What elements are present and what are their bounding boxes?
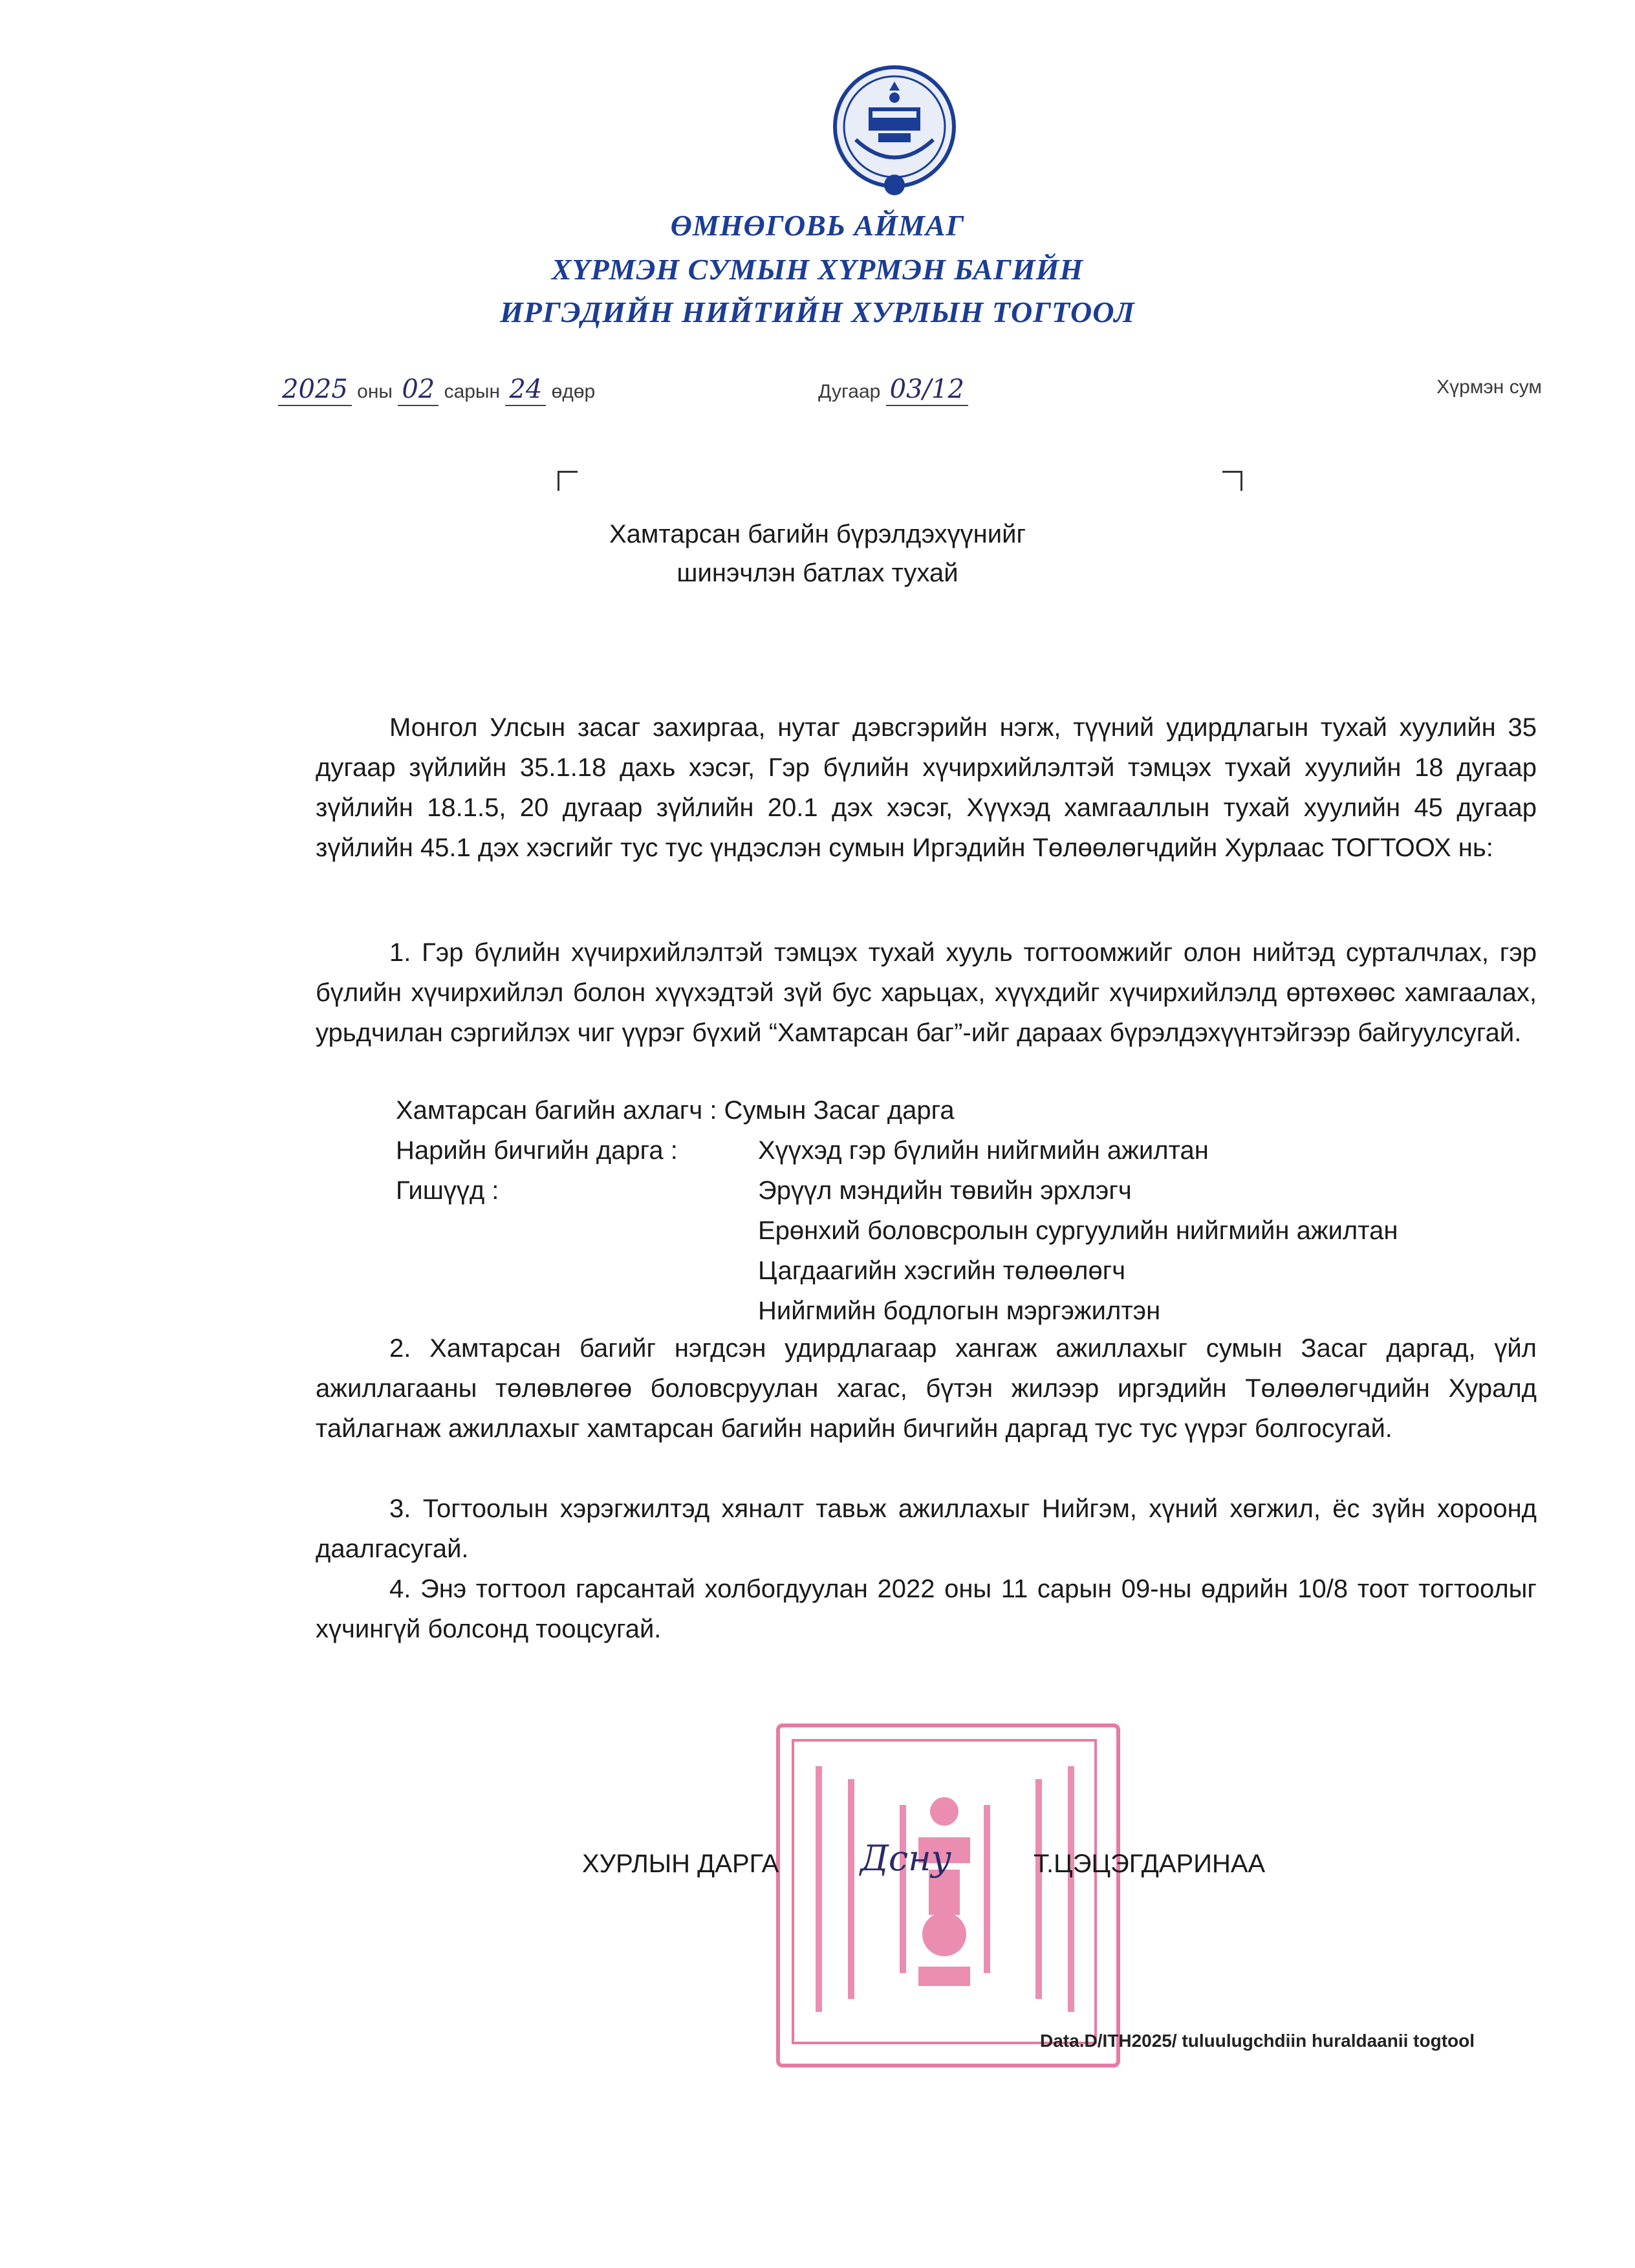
date-line: [278, 376, 595, 406]
member-item: Нийгмийн бодлогын мэргэжилтэн: [758, 1297, 1161, 1325]
team-member-row: [396, 1251, 1398, 1291]
date-year: 2025: [278, 376, 352, 406]
corner-mark-left: [558, 471, 578, 491]
team-member-row: [396, 1171, 1398, 1211]
member-item: Эрүүл мэндийн төвийн эрхлэгч: [758, 1176, 1132, 1205]
team-member-row: [396, 1291, 1398, 1331]
date-month-suffix: сарын: [444, 381, 501, 402]
handwritten-signature: Дсну: [860, 1838, 952, 1879]
secretary-label: Нарийн бичгийн дарга :: [396, 1136, 678, 1165]
state-emblem: [830, 62, 959, 204]
preamble-block: [316, 707, 1537, 868]
members-label: Гишүүд :: [396, 1176, 499, 1205]
date-day-suffix: өдөр: [551, 381, 596, 402]
corner-mark-right: [1222, 471, 1242, 491]
team-member-row: [396, 1211, 1398, 1251]
title-line-1: Хамтарсан багийн бүрэлдэхүүнийг: [609, 520, 1026, 548]
item-3-block: [316, 1489, 1537, 1569]
chairman-name: Т.ЦЭЦЭГДАРИНАА: [1034, 1850, 1266, 1878]
team-leader: Хамтарсан багийн ахлагч : Сумын Засаг дарга: [396, 1096, 955, 1125]
chairman-title: ХУРЛЫН ДАРГА: [582, 1850, 779, 1878]
header-line-bag: ХҮРМЭН СУМЫН ХҮРМЭН БАГИЙН: [551, 253, 1084, 286]
item-3-paragraph: 3. Тогтоолын хэрэгжилтэд хяналт тавьж ажиллахыг Нийгэм, хүний хөгжил, ёс зүйн хороонд даалгасугай.: [316, 1495, 1537, 1563]
title-line-2: шинэчлэн батлах тухай: [677, 559, 958, 587]
number-label: Дугаар: [818, 381, 881, 402]
header-line-resolution: ИРГЭДИЙН НИЙТИЙН ХУРЛЫН ТОГТООЛ: [500, 296, 1135, 329]
member-item: Цагдаагийн хэсгийн төлөөлөгч: [758, 1257, 1126, 1285]
resolution-number: 03/12: [886, 376, 968, 406]
item-1-paragraph: 1. Гэр бүлийн хүчирхийлэлтэй тэмцэх тухай хууль тогтоомжийг олон нийтэд сурталчлах, гэр бүлийн хүчирхийлэл болон хүүхэдтэй зүй бус харьцах, хүүхдийг хүчирхийлэлд өртөхөөс хамгаалах, урьдчилан сэргийлэх чиг үүрэг бүхий “Хамтарсан баг”-ийг дараах бүрэлдэхүүнтэйгээр байгуулсугай.: [316, 938, 1537, 1047]
date-month: 02: [398, 376, 439, 406]
secretary-role: Хүүхэд гэр бүлийн нийгмийн ажилтан: [758, 1136, 1209, 1165]
date-year-suffix: оны: [357, 381, 393, 402]
item-4-paragraph: 4. Энэ тогтоол гарсантай холбогдуулан 2022 оны 11 сарын 09-ны өдрийн 10/8 тоот тогтоолыг хүчингүй болсонд тооцсугай.: [316, 1575, 1537, 1643]
resolution-title: [0, 515, 1635, 592]
team-composition: [396, 1090, 1398, 1331]
place-name: Хүрмэн сум: [1436, 376, 1542, 398]
item-1-block: [316, 933, 1537, 1053]
preamble-paragraph: Монгол Улсын засаг захиргаа, нутаг дэвсгэрийн нэгж, түүний удирдлагын тухай хуулийн 35 дугаар зүйлийн 35.1.18 дахь хэсэг, Гэр бүлийн хүчирхийлэлтэй тэмцэх тухай хуулийн 18 дугаар зүйлийн 18.1.5, 20 дугаар зүйлийн 20.1 дэх хэсэг, Хүүхэд хамгааллын тухай хуулийн 45 дугаар зүйлийн 45.1 дэх хэсгийг тус тус үндэслэн сумын Иргэдийн Төлөөлөгчдийн Хурлаас ТОГТООХ нь:: [316, 713, 1537, 862]
header-line-aimag: ӨМНӨГОВЬ АЙМАГ: [670, 209, 965, 242]
item-2-block: [316, 1328, 1537, 1449]
official-seal-stamp: [776, 1723, 1120, 2068]
item-4-block: [316, 1569, 1537, 1649]
item-2-paragraph: 2. Хамтарсан багийг нэгдсэн удирдлагаар хангаж ажиллахыг сумын Засаг даргад, үйл ажиллагааны төлөвлөгөө боловсруулан хагас, бүтэн жилээр иргэдийн Төлөөлөгчдийн Хуралд тайлагнаж ажиллахыг хамтарсан багийн нарийн бичгийн даргад тус тус үүрэг болгосугай.: [316, 1334, 1537, 1443]
number-line: [818, 376, 968, 406]
member-item: Ерөнхий боловсролын сургуулийн нийгмийн ажилтан: [758, 1216, 1398, 1245]
date-day: 24: [505, 376, 546, 406]
file-path-note: Data.D/ITH2025/ tuluulugchdiin huraldaanii togtool: [1040, 2031, 1475, 2051]
team-secretary-row: [396, 1130, 1398, 1171]
